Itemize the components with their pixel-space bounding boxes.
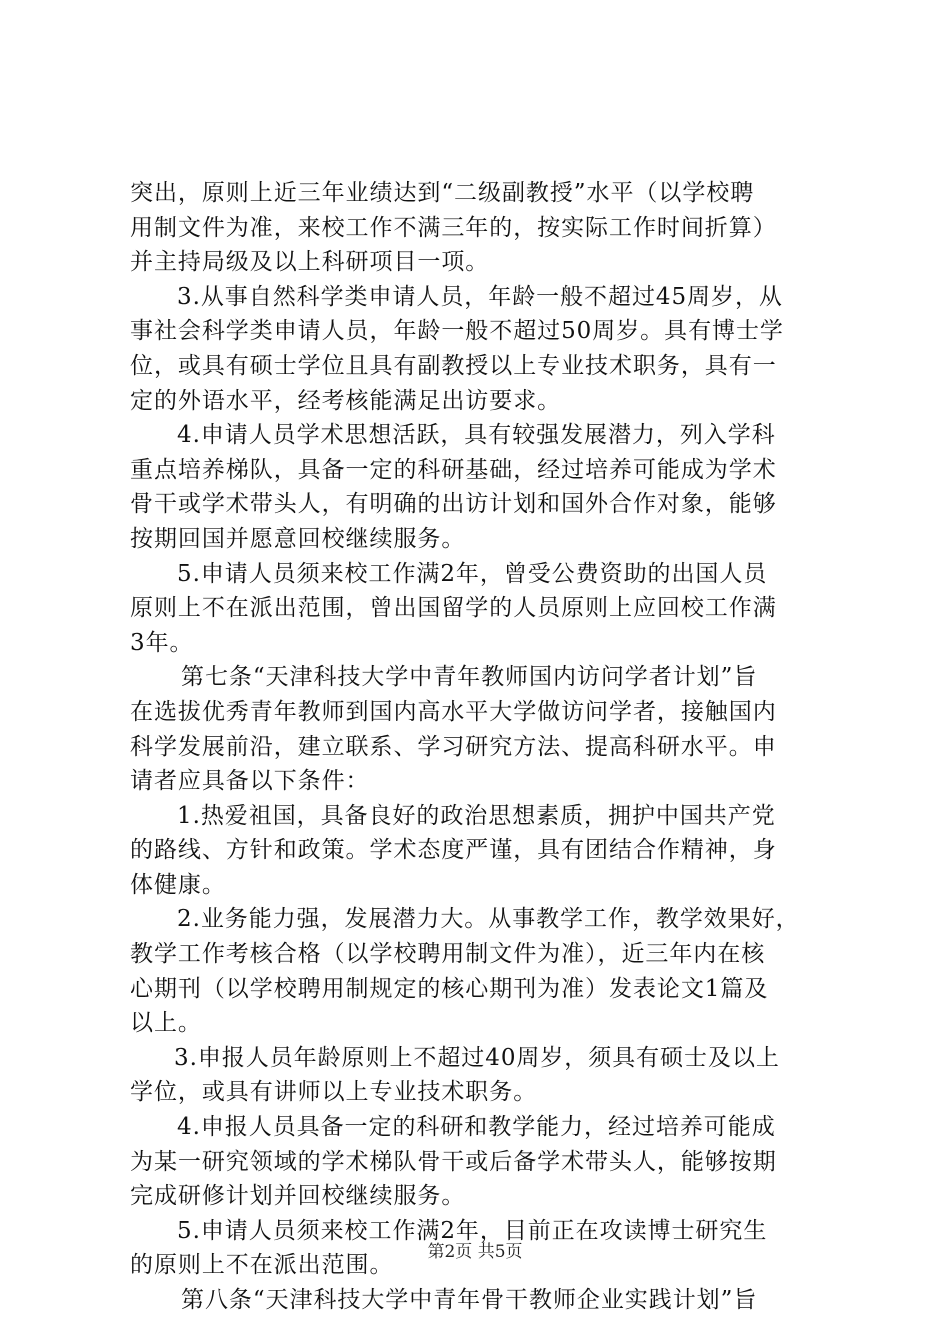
- text-line: 重点培养梯队，具备一定的科研基础，经过培养可能成为学术: [130, 456, 777, 483]
- text-line: 第八条“天津科技大学中青年骨干教师企业实践计划”旨: [181, 1287, 758, 1313]
- text-line: 并主持局级及以上科研项目一项。: [130, 249, 490, 276]
- text-line: 位，或具有硕士学位且具有副教授以上专业技术职务，具有一: [130, 352, 777, 379]
- text-line: 事社会科学类申请人员，年龄一般不超过50周岁。具有博士学: [130, 318, 784, 345]
- text-line: 骨干或学术带头人，有明确的出访计划和国外合作对象，能够: [130, 491, 777, 518]
- text-line: 的原则上不在派出范围。: [130, 1252, 394, 1279]
- text-line: 4.申请人员学术思想活跃，具有较强发展潜力，列入学科: [177, 422, 776, 449]
- text-line: 以上。: [130, 1010, 202, 1037]
- document-body: [130, 176, 830, 1318]
- text-line: 体健康。: [130, 871, 226, 898]
- text-line: 为某一研究领域的学术梯队骨干或后备学术带头人，能够按期: [130, 1148, 777, 1175]
- text-line: 请者应具备以下条件：: [130, 768, 370, 795]
- text-line: 5.申请人员须来校工作满2年，曾受公费资助的出国人员: [177, 560, 768, 587]
- text-line: 科学发展前沿，建立联系、学习研究方法、提高科研水平。申: [130, 733, 777, 760]
- text-line: 的路线、方针和政策。学术态度严谨，具有团结合作精神，身: [130, 837, 777, 864]
- text-line: 教学工作考核合格（以学校聘用制文件为准），近三年内在核: [130, 941, 766, 968]
- text-line: 4.申报人员具备一定的科研和教学能力，经过培养可能成: [177, 1114, 776, 1141]
- text-line: 按期回国并愿意回校继续服务。: [130, 525, 466, 552]
- text-line: 第七条“天津科技大学中青年教师国内访问学者计划”旨: [181, 664, 758, 691]
- text-line: 突出，原则上近三年业绩达到“二级副教授”水平（以学校聘: [130, 180, 755, 206]
- text-line: 定的外语水平，经考核能满足出访要求。: [130, 387, 562, 414]
- text-line: 3年。: [130, 629, 194, 656]
- text-line: 用制文件为准，来校工作不满三年的，按实际工作时间折算）: [130, 214, 777, 241]
- text-line: 2.业务能力强，发展潜力大。从事教学工作，教学效果好，: [177, 906, 800, 933]
- text-line: 3.从事自然科学类申请人员，年龄一般不超过45周岁，从: [177, 283, 783, 310]
- text-line: 学位，或具有讲师以上专业技术职务。: [130, 1079, 538, 1106]
- page-footer: [0, 1240, 950, 1264]
- text-line: 原则上不在派出范围，曾出国留学的人员原则上应回校工作满: [130, 595, 777, 622]
- text-line: 3.申报人员年龄原则上不超过40周岁，须具有硕士及以上: [174, 1044, 780, 1071]
- page-number: 第2页 共5页: [427, 1242, 523, 1262]
- text-line: 完成研修计划并回校继续服务。: [130, 1183, 466, 1210]
- text-line: 5.申请人员须来校工作满2年，目前正在攻读博士研究生: [177, 1217, 768, 1244]
- text-line: 在选拔优秀青年教师到国内高水平大学做访问学者，接触国内: [130, 698, 777, 725]
- text-line: 心期刊（以学校聘用制规定的核心期刊为准）发表论文1篇及: [130, 975, 769, 1002]
- text-line: 1.热爱祖国，具备良好的政治思想素质，拥护中国共产党: [177, 802, 776, 829]
